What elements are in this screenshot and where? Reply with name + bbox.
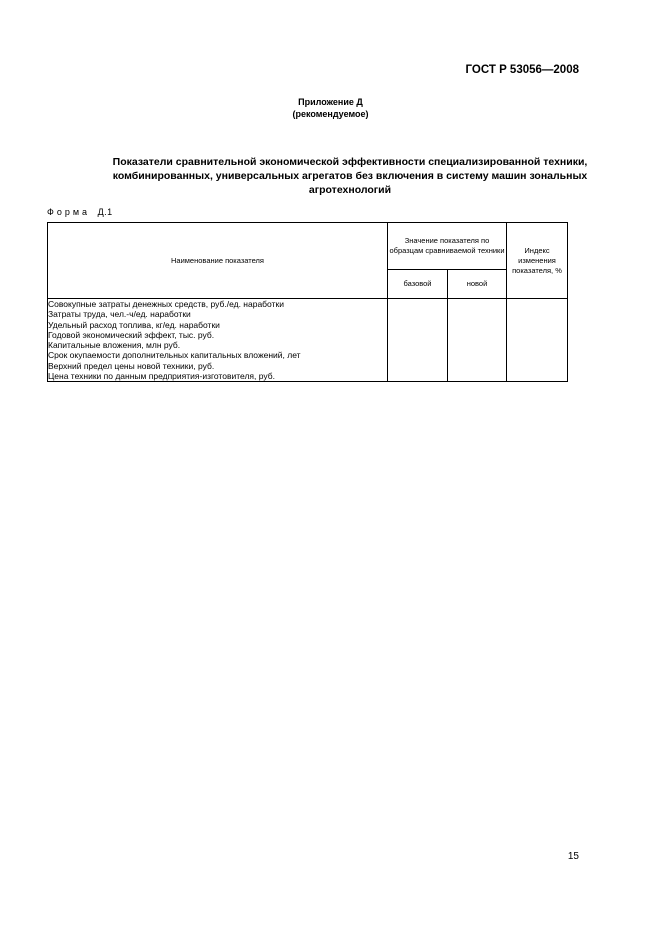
document-title-line: агротехнологий bbox=[308, 184, 392, 196]
column-header-base: базовой bbox=[388, 270, 448, 299]
column-header-new: новой bbox=[448, 270, 507, 299]
form-label bbox=[47, 207, 113, 217]
appendix-subtitle: (рекомендуемое) bbox=[292, 109, 369, 119]
table-row: Верхний предел цены новой техники, руб. bbox=[48, 360, 215, 371]
table-row: Совокупные затраты денежных средств, руб./ед. наработки bbox=[48, 299, 284, 309]
new-values-cell bbox=[448, 299, 507, 382]
document-title-line: Показатели сравнительной экономической эффективности специализированной техники, bbox=[112, 156, 588, 168]
column-header-index: Индекс изменения показателя, % bbox=[507, 223, 568, 299]
form-label-word: Форма bbox=[47, 207, 91, 217]
document-title-line: комбинированных, универсальных агрегатов без включения в систему машин зональных bbox=[112, 170, 588, 182]
indicators-table bbox=[47, 222, 568, 382]
base-values-cell bbox=[388, 299, 448, 382]
index-values-cell bbox=[507, 299, 568, 382]
table-row: Срок окупаемости дополнительных капитальных вложений, лет bbox=[48, 350, 301, 361]
table-row: Удельный расход топлива, кг/ед. наработки bbox=[48, 319, 220, 330]
page-number: 15 bbox=[567, 851, 579, 862]
appendix-heading bbox=[0, 96, 661, 120]
standard-number: ГОСТ Р 53056—2008 bbox=[465, 64, 579, 76]
column-header-value: Значение показателя по образцам сравниваемой техники bbox=[388, 223, 507, 270]
table-row: Цена техники по данным предприятия-изготовителя, руб. bbox=[48, 371, 275, 382]
appendix-title: Приложение Д bbox=[298, 97, 363, 107]
document-title bbox=[40, 155, 660, 197]
column-header-indicator-name: Наименование показателя bbox=[48, 223, 388, 299]
form-label-number: Д.1 bbox=[97, 207, 113, 217]
indicator-names-cell bbox=[48, 299, 388, 382]
table-row: Затраты труда, чел.-ч/ед. наработки bbox=[48, 309, 191, 320]
table-row: Годовой экономический эффект, тыс. руб. bbox=[48, 329, 215, 340]
table-row: Капитальные вложения, млн руб. bbox=[48, 340, 181, 351]
